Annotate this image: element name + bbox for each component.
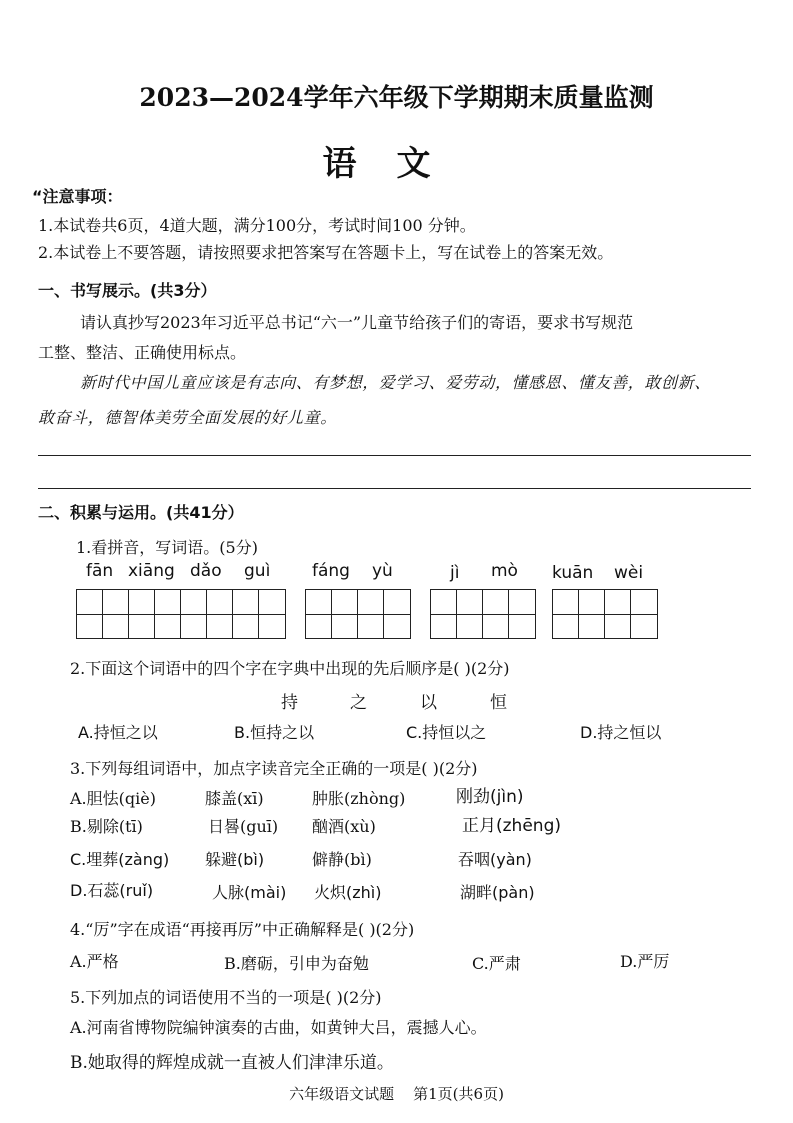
q3-b-1[interactable]: B.剔除(tī) <box>70 817 143 836</box>
q3-a-2: 膝盖(xī) <box>205 789 264 808</box>
q3-a-3: 肿胀(zhòng) <box>312 789 406 808</box>
q1-pinyin-10: wèi <box>614 563 644 583</box>
page-footer: 六年级语文试题 第1页(共6页) <box>289 1085 504 1103</box>
q2-text: 2.下面这个词语中的四个字在字典中出现的先后顺序是( )(2分) <box>70 659 510 678</box>
q2-char-4: 恒 <box>490 693 507 713</box>
q5-option-a[interactable]: A.河南省博物院编钟演奏的古曲，如黄钟大吕，震撼人心。 <box>70 1018 487 1037</box>
q1-pinyin-6: yù <box>372 561 393 581</box>
subject-title: 语文 <box>322 144 471 184</box>
q2-option-a[interactable]: A.持恒之以 <box>78 723 158 742</box>
section2-heading: 二、积累与运用。(共41分） <box>38 503 244 522</box>
q4-option-d[interactable]: D.严厉 <box>620 952 670 971</box>
section1-instruction-1: 请认真抄写2023年习近平总书记“六一”儿童节给孩子们的寄语，要求书写规范 <box>80 313 634 332</box>
q3-b-4: 正月(zhēng) <box>462 816 561 836</box>
section1-instruction-2: 工整、整洁、正确使用标点。 <box>38 343 247 362</box>
q5-text: 5.下列加点的词语使用不当的一项是( )(2分) <box>70 988 382 1007</box>
exam-title: 2023—2024学年六年级下学期期末质量监测 <box>139 83 654 112</box>
q4-option-b[interactable]: B.磨砺，引申为奋勉 <box>224 954 369 973</box>
q2-char-2: 之 <box>350 693 367 713</box>
section1-heading: 一、书写展示。(共3分） <box>38 281 217 300</box>
notice-heading: “注意事项： <box>32 187 123 206</box>
writing-line-2[interactable] <box>38 488 751 489</box>
q4-option-a[interactable]: A.严格 <box>70 952 119 971</box>
q3-c-3: 僻静(bì) <box>312 850 372 869</box>
q1-pinyin-7: jì <box>450 563 460 583</box>
q3-d-1[interactable]: D.石蕊(ruǐ) <box>70 881 154 900</box>
section1-passage-2: 敢奋斗，德智体美劳全面发展的好儿童。 <box>38 408 337 427</box>
q1-pinyin-3: dǎo <box>190 561 222 581</box>
q3-d-4: 湖畔(pàn) <box>460 883 535 902</box>
q2-char-1: 持 <box>281 693 298 713</box>
q1-pinyin-4: guì <box>244 561 271 581</box>
section1-passage-1: 新时代中国儿童应该是有志向、有梦想，爱学习、爱劳动，懂感恩、懂友善，敢创新、 <box>80 373 711 392</box>
q3-d-3: 火炽(zhì) <box>314 883 382 902</box>
notice-item-2: 2.本试卷上不要答题，请按照要求把答案写在答题卡上，写在试卷上的答案无效。 <box>38 243 614 262</box>
q3-b-3: 酗酒(xù) <box>312 817 376 836</box>
q1-pinyin-1: fān <box>86 561 114 581</box>
q3-c-1[interactable]: C.埋葬(zàng) <box>70 850 170 869</box>
q1-pinyin-2: xiāng <box>128 561 175 581</box>
q1-pinyin-5: fáng <box>312 561 350 581</box>
q2-char-3: 以 <box>420 693 437 713</box>
q1-answer-grid-1[interactable] <box>76 589 286 639</box>
q3-text: 3.下列每组词语中，加点字读音完全正确的一项是( )(2分) <box>70 759 478 778</box>
q1-answer-grid-3[interactable] <box>430 589 536 639</box>
q3-d-2: 人脉(mài) <box>212 883 287 902</box>
q2-option-d[interactable]: D.持之恒以 <box>580 723 662 742</box>
q2-option-b[interactable]: B.恒持之以 <box>234 723 315 742</box>
q3-c-2: 躲避(bì) <box>205 850 265 869</box>
q3-a-4: 刚劲(jìn) <box>456 787 524 807</box>
q1-text: 1.看拼音，写词语。(5分) <box>76 538 258 557</box>
q3-b-2: 日晷(guī) <box>208 817 279 836</box>
writing-line-1[interactable] <box>38 455 751 456</box>
q1-pinyin-9: kuān <box>552 563 594 583</box>
q4-option-c[interactable]: C.严肃 <box>472 954 521 973</box>
q3-a-1[interactable]: A.胆怯(qiè) <box>70 789 156 808</box>
q1-answer-grid-4[interactable] <box>552 589 658 639</box>
q1-pinyin-8: mò <box>491 561 518 581</box>
notice-item-1: 1.本试卷共6页，4道大题，满分100分，考试时间100 分钟。 <box>38 216 476 235</box>
q5-option-b[interactable]: B.她取得的辉煌成就一直被人们津津乐道。 <box>70 1053 394 1073</box>
q1-answer-grid-2[interactable] <box>305 589 411 639</box>
q2-option-c[interactable]: C.持恒以之 <box>406 723 487 742</box>
q3-c-4: 吞咽(yàn) <box>458 850 532 869</box>
q4-text: 4.“厉”字在成语“再接再厉”中正确解释是( )(2分) <box>70 920 415 939</box>
